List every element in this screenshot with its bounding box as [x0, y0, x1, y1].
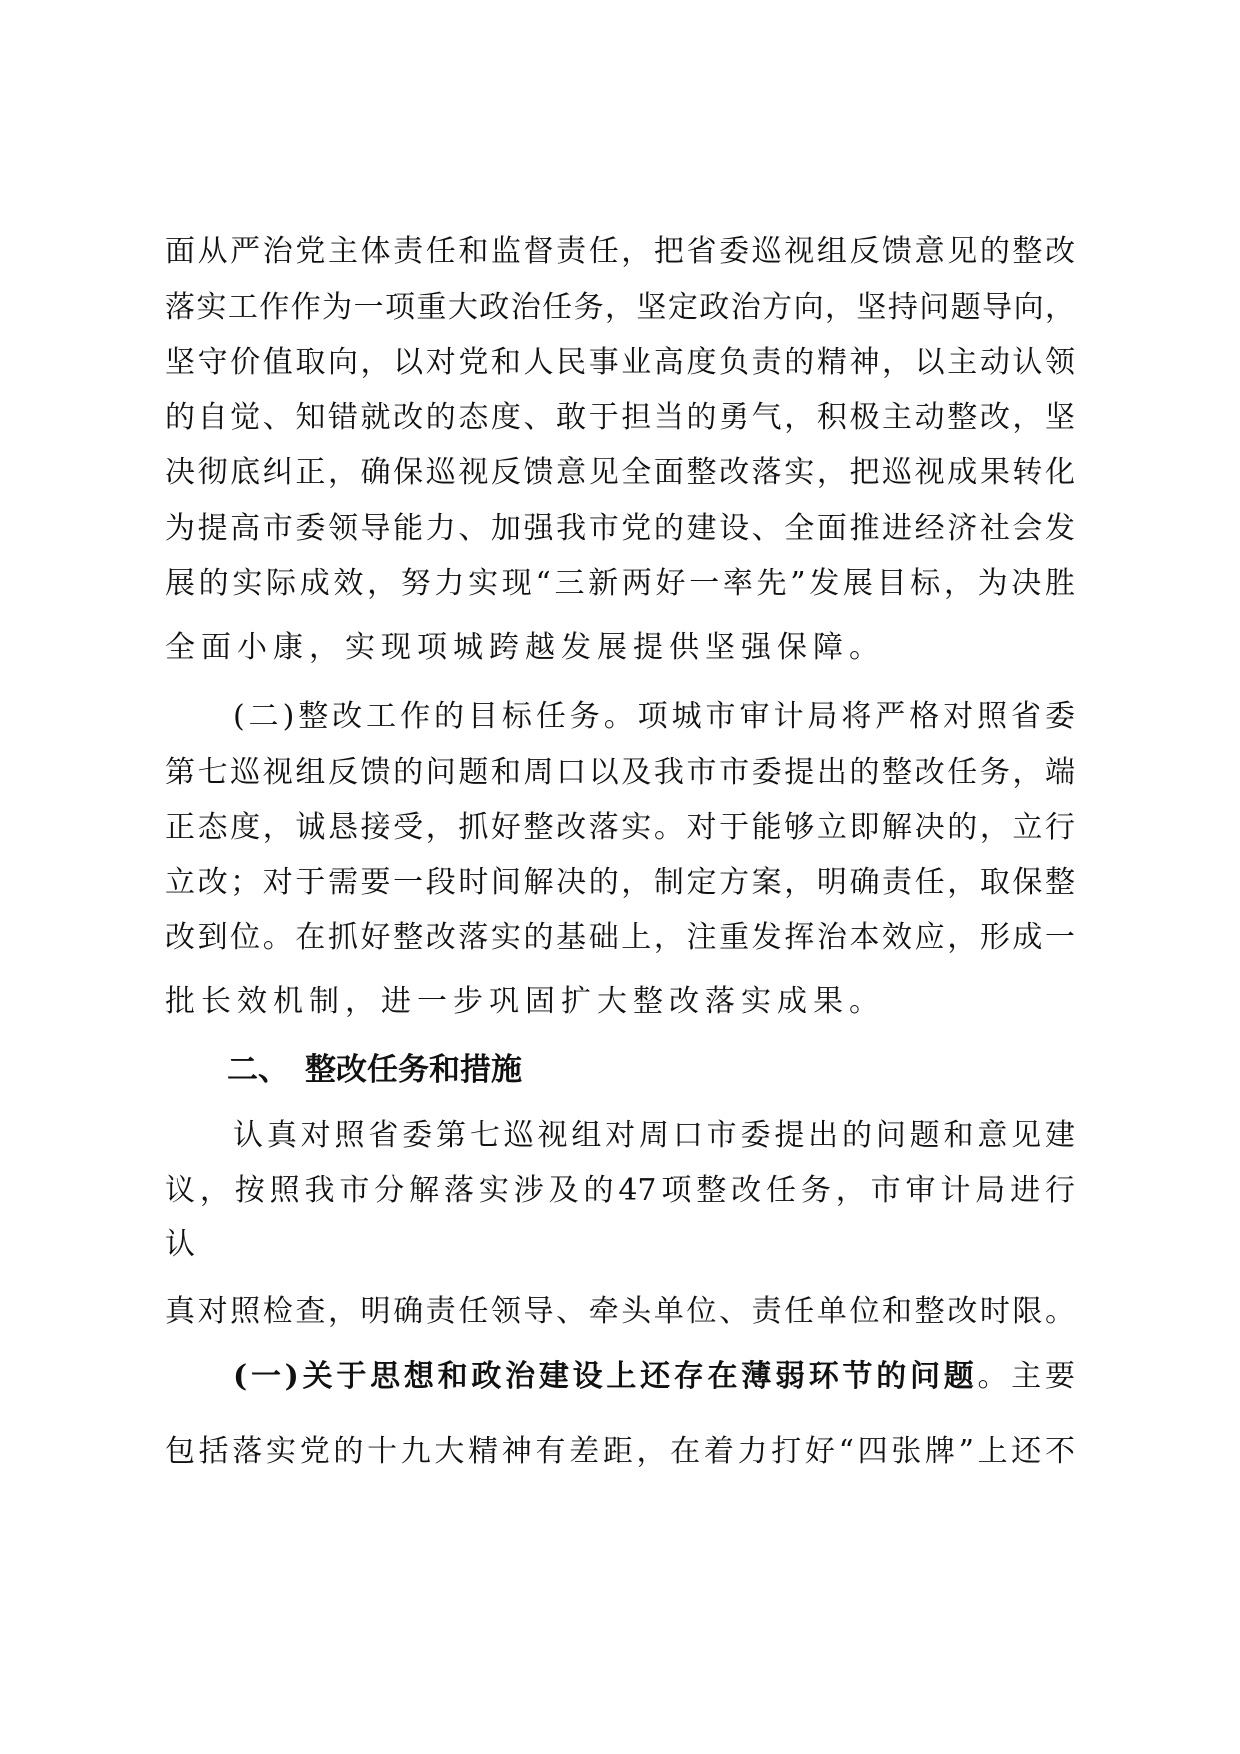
paragraph-line: 落实工作作为一项重大政治任务，坚定政治方向，坚持问题导向， — [165, 290, 1075, 325]
paragraph-text: 。主要 — [977, 1359, 1076, 1394]
subheading-bold: (一)关于思想和政治建设上还存在薄弱环节的问题 — [233, 1359, 978, 1394]
paragraph-line: 面从严治党主体责任和监督责任，把省委巡视组反馈意见的整改 — [165, 234, 1075, 269]
paragraph-line: 批长效机制，进一步巩固扩大整改落实成果。 — [165, 984, 885, 1019]
paragraph-line: 真对照检查，明确责任领导、牵头单位、责任单位和整改时限。 — [165, 1294, 1075, 1329]
section-heading-text: 整改任务和措施 — [305, 1052, 522, 1088]
paragraph-line: 第七巡视组反馈的问题和周口以及我市市委提出的整改任务，端 — [165, 755, 1075, 790]
paragraph-line: 认 — [165, 1227, 201, 1262]
paragraph-line: 决彻底纠正，确保巡视反馈意见全面整改落实，把巡视成果转化 — [165, 455, 1075, 490]
paragraph-line: 全面小康，实现项城跨越发展提供坚强保障。 — [165, 630, 885, 665]
paragraph-line: (二)整改工作的目标任务。项城市审计局将严格对照省委 — [233, 699, 1075, 734]
paragraph-line: 改到位。在抓好整改落实的基础上，注重发挥治本效应，形成一 — [165, 920, 1075, 955]
section-heading-number: 二、 — [227, 1052, 289, 1088]
paragraph-line: 认真对照省委第七巡视组对周口市委提出的问题和意见建 — [233, 1118, 1075, 1153]
paragraph-line: 立改；对于需要一段时间解决的，制定方案，明确责任，取保整 — [165, 865, 1075, 900]
paragraph-line: 议，按照我市分解落实涉及的47项整改任务，市审计局进行 — [165, 1173, 1075, 1208]
paragraph-line: 包括落实党的十九大精神有差距，在着力打好“四张牌”上还不 — [165, 1434, 1075, 1469]
section-heading — [227, 1050, 522, 1090]
paragraph-line: 正态度，诚恳接受，抓好整改落实。对于能够立即解决的，立行 — [165, 810, 1075, 845]
paragraph-line: 为提高市委领导能力、加强我市党的建设、全面推进经济社会发 — [165, 511, 1075, 546]
paragraph-line — [233, 1357, 1075, 1397]
paragraph-line: 的自觉、知错就改的态度、敢于担当的勇气，积极主动整改，坚 — [165, 400, 1075, 435]
paragraph-line: 坚守价值取向，以对党和人民事业高度负责的精神，以主动认领 — [165, 345, 1075, 380]
paragraph-line: 展的实际成效，努力实现“三新两好一率先”发展目标，为决胜 — [165, 566, 1075, 601]
